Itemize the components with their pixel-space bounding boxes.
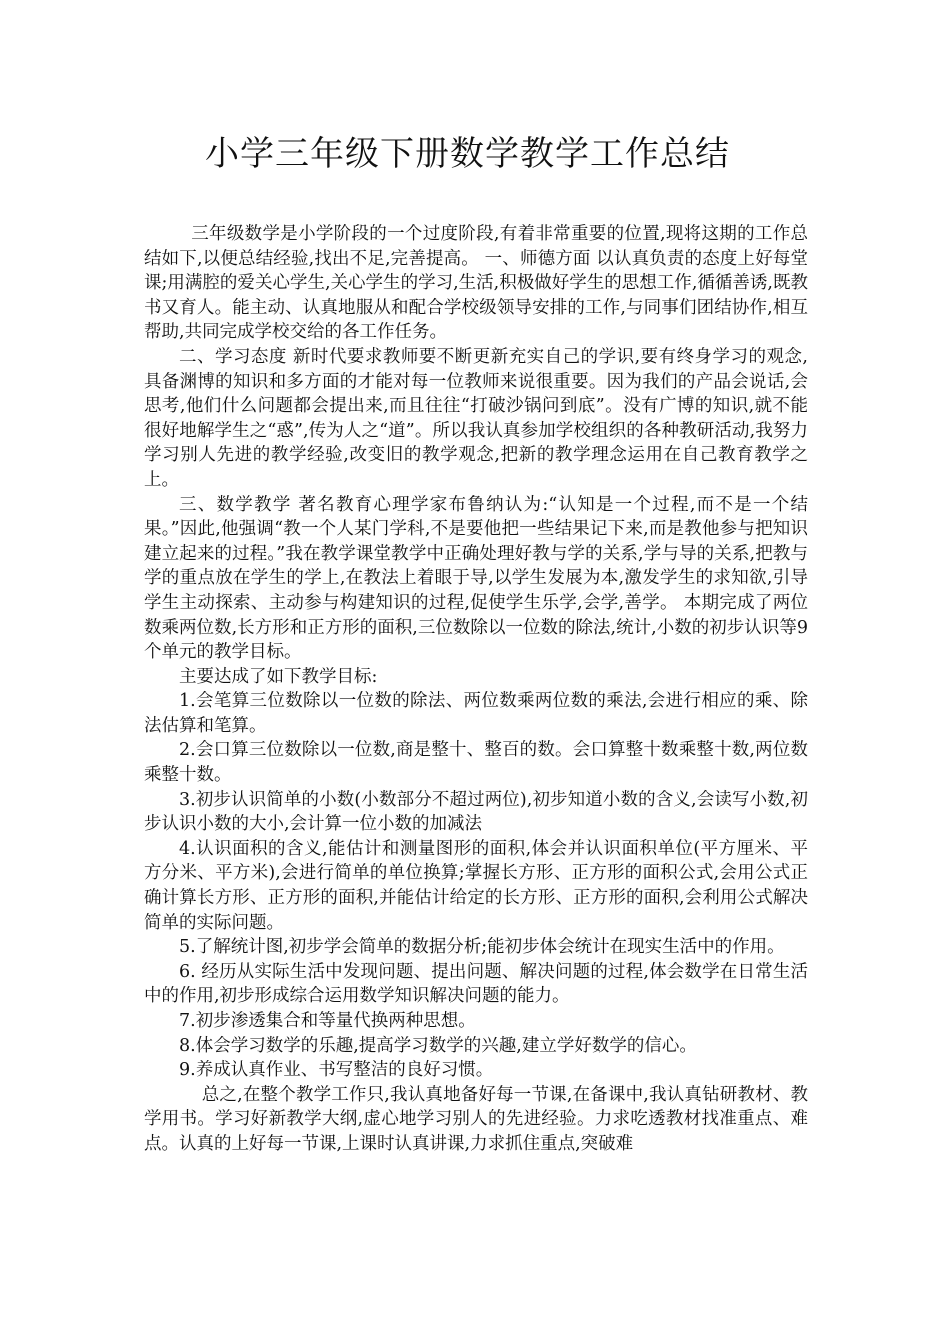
paragraph-conclusion: 总之,在整个教学工作只,我认真地备好每一节课,在备课中,我认真钻研教材、教学用书。学习好新教学大纲,虚心地学习别人的先进经验。力求吃透教材找准重点、难点。认真的上好每一节课,上课时认真讲课,力求抓住重点,突破难 bbox=[144, 1084, 808, 1154]
goal-item-5: 5.了解统计图,初步学会简单的数据分析;能初步体会统计在现实生活中的作用。 bbox=[179, 937, 785, 958]
document-title: 小学三年级下册数学教学工作总结 bbox=[205, 134, 730, 174]
goal-item-1: 1.会笔算三位数除以一位数的除法、两位数乘两位数的乘法,会进行相应的乘、除法估算和笔算。 bbox=[144, 691, 808, 736]
goal-item-3: 3.初步认识简单的小数(小数部分不超过两位),初步知道小数的含义,会读写小数,初步认识小数的大小,会计算一位小数的加减法 bbox=[144, 789, 808, 835]
goal-item-8: 8.体会学习数学的乐趣,提高学习数学的兴趣,建立学好数学的信心。 bbox=[179, 1035, 697, 1056]
paragraph-intro-ethics: 三年级数学是小学阶段的一个过度阶段,有着非常重要的位置,现将这期的工作总结如下,以便总结经验,找出不足,完善提高。 一、师德方面 以认真负责的态度上好每堂课;用满腔的爱关心学生,关心学生的学习,生活,积极做好学生的思想工作,循循善诱,既教书又育人。能主动、认真地服从和配合学校级领导安排的工作,与同事们团结协作,相互帮助,共同完成学校交给的各工作任务。 bbox=[144, 224, 808, 343]
goal-item-7: 7.初步渗透集合和等量代换两种思想。 bbox=[179, 1011, 476, 1031]
document-body bbox=[144, 222, 808, 1157]
paragraph-goals-heading: 主要达成了如下教学目标: bbox=[179, 666, 378, 687]
goal-item-9: 9.养成认真作业、书写整洁的良好习惯。 bbox=[179, 1060, 494, 1081]
paragraph-learning-attitude: 二、学习态度 新时代要求教师要不断更新充实自己的学识,要有终身学习的观念,具备渊博的知识和多方面的才能对每一位教师来说很重要。因为我们的产品会说话,会思考,他们什么问题都会提出来,而且往往“打破沙锅问到底”。没有广博的知识,就不能很好地解学生之“惑”,传为人之“道”。所以我认真参加学校组织的各种教研活动,我努力学习别人先进的教学经验,改变旧的教学观念,把新的教学理念运用在自己教育教学之上。 bbox=[144, 346, 808, 490]
goal-item-4: 4.认识面积的含义,能估计和测量图形的面积,体会并认识面积单位(平方厘米、平方分米、平方米),会进行简单的单位换算;掌握长方形、正方形的面积公式,会用公式正确计算长方形、正方形的面积,并能估计给定的长方形、正方形的面积,会利用公式解决简单的实际问题。 bbox=[144, 838, 808, 933]
goal-item-2: 2.会口算三位数除以一位数,商是整十、整百的数。会口算整十数乘整十数,两位数乘整十数。 bbox=[144, 740, 808, 786]
goal-item-6: 6. 经历从实际生活中发现问题、提出问题、解决问题的过程,体会数学在日常生活中的作用,初步形成综合运用数学知识解决问题的能力。 bbox=[144, 961, 808, 1007]
paragraph-math-teaching: 三、数学教学 著名教育心理学家布鲁纳认为:“认知是一个过程,而不是一个结果。”因此,他强调“教一个人某门学科,不是要他把一些结果记下来,而是教他参与把知识建立起来的过程。”我在教学课堂教学中正确处理好教与学的关系,学与导的关系,把教与学的重点放在学生的学上,在教法上着眼于导,以学生发展为本,激发学生的求知欲,引导学生主动探索、主动参与构建知识的过程,促使学生乐学,会学,善学。 本期完成了两位数乘两位数,长方形和正方形的面积,三位数除以一位数的除法,统计,小数的初步认识等9个单元的教学目标。 bbox=[144, 494, 808, 663]
